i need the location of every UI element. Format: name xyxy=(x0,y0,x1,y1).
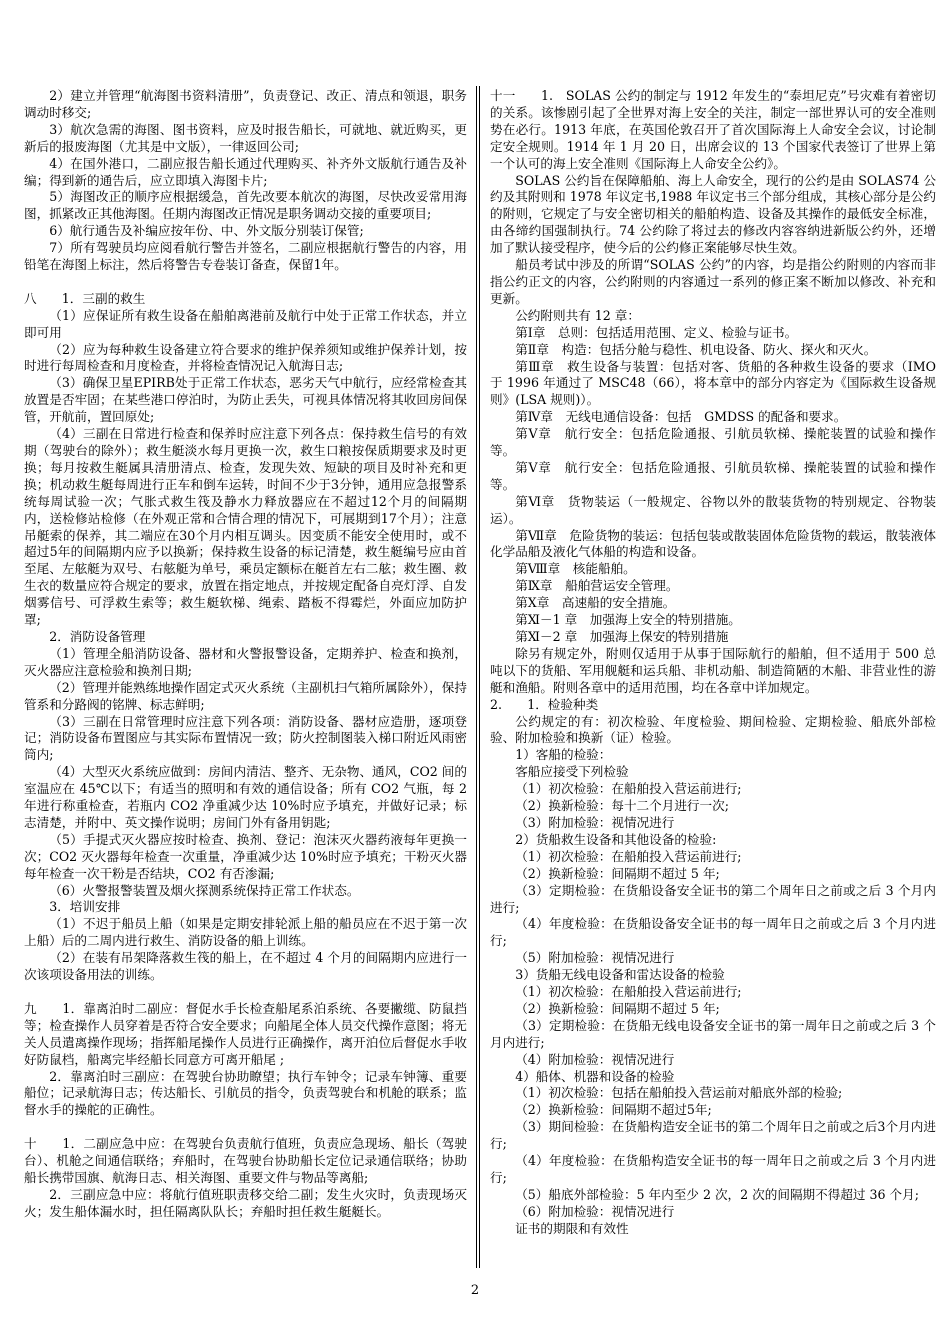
paragraph: 6）航行通告及补编应按年份、中、外文版分别装订保管; xyxy=(49,223,364,239)
paragraph: 第Ⅰ章 总则：包括适用范围、定义、检验与证书。 xyxy=(515,324,798,340)
paragraph: （6）附加检验：视情况进行 xyxy=(515,1203,675,1219)
paragraph: 十一 1. SOLAS 公约的制定与 1912 年发生的“泰坦尼克”号灾难有着密切的关系。该惨剧引起了全世界对海上安全的关注，制定一部世界认可的安全准则势在必行。1913 年底，在英国伦敦召开了首次国际海上人命安全会议，讨论制定安全规则。1914 年 1 月 20 日，出席会议的 13 个国家代表签订了世界上第一个认可的海上安全准则《国际海上人命安全公约》。 xyxy=(490,88,936,171)
paragraph: 九 1．靠离泊时二副应：督促水手长检查船尾系泊系统、各要撇缆、防鼠挡等；检查操作人员穿着是否符合安全要求；向船尾全体人员交代操作意图；将无关人员遣离操作现场；指挥船尾操作人员进行正确操作，离开泊位后督促水手收好防鼠档，船离完毕经船长同意方可离开船尾 ; xyxy=(24,1000,467,1067)
paragraph: （5）船底外部检验：5 年内至少 2 次，2 次的间隔期不得超过 36 个月; xyxy=(515,1186,919,1202)
paragraph: 公约规定的有：初次检验、年度检验、期间检验、定期检验、船底外部检验、附加检验和换新（证）检验。 xyxy=(490,713,936,746)
paragraph: 第Ⅲ章 救生设备与装置：包括对客、货船的各种救生设备的要求（IMO 于 1996 年通过了 MSC48（66），将本章中的部分内容定为《国际救生设备规则》(LSA 规则)）。 xyxy=(490,358,936,408)
paragraph: 2．靠离泊时三副应：在驾驶台协助瞭望；执行车钟令；记录车钟簿、重要船位；记录航海日志；传达船长、引航员的指令，负责驾驶台和机舱的联系；监督水手的操舵的正确性。 xyxy=(24,1068,467,1118)
paragraph: （3）三副在日常管理时应注意下列各项：消防设备、器材应造册，逐项登记；消防设备布置图应与其实际布置情况一致；防火控制图装入梯口附近风雨密筒内; xyxy=(24,713,467,763)
paragraph: 1）客船的检验： xyxy=(515,747,612,763)
paragraph: （2）换新检验：间隔期不超过 5 年; xyxy=(515,865,720,881)
paragraph: 第Ⅳ章 无线电通信设备：包括 GMDSS 的配备和要求。 xyxy=(515,409,847,425)
paragraph: （3）定期检验：在货船设备安全证书的第二个周年日之前或之后 3 个月内进行; xyxy=(490,882,936,915)
paragraph: 公约附则共有 12 章： xyxy=(515,307,640,323)
paragraph: 7）所有驾驶员均应阅看航行警告并签名，二副应根据航行警告的内容，用铅笔在海图上标注，然后将警告专卷装订备查，保留1年。 xyxy=(24,240,467,273)
paragraph: （2）在装有吊架降落救生筏的船上，在不超过 4 个月的间隔期内应进行一次该项设备用法的训练。 xyxy=(24,950,467,983)
paragraph: SOLAS 公约旨在保障船舶、海上人命安全，现行的公约是由 SOLAS74 公约及其附则和 1978 年议定书,1988 年议定书三个部分组成，其核心部分是公约的附则，它规定了与安全密切相关的船舶构造、设备及其操作的最低安全标准，由各缔约国强制执行。74 公约除了将过去的修改内容容纳进新版公约外，还增加了默认接受程序，使今后的公约修正案能够尽快生效。 xyxy=(490,172,936,256)
right-column xyxy=(490,88,936,1238)
paragraph: 第Ⅷ章 核能船舶。 xyxy=(515,561,636,577)
paragraph: 第Ⅹ章 高速船的安全措施。 xyxy=(515,595,676,611)
paragraph: （4）附加检验：视情况进行 xyxy=(515,1051,675,1067)
paragraph: 第Ⅵ章 货物装运（一般规定、谷物以外的散装货物的特别规定、谷物装运）。 xyxy=(490,493,936,526)
paragraph: 客船应接受下列检验 xyxy=(515,764,629,780)
paragraph: 2. 1．检验种类 xyxy=(490,696,599,712)
paragraph: （1）不迟于船员上船（如果是定期安排轮派上船的船员应在不迟于第一次上船）后的二周内进行救生、消防设备的船上训练。 xyxy=(24,916,467,949)
paragraph: （1）管理全船消防设备、器材和火警报警设备，定期养护、检查和换剂，灭火器应注意检验和换剂日期; xyxy=(24,645,467,678)
paragraph: 证书的期限和有效性 xyxy=(515,1220,629,1236)
paragraph: （2）管理并能熟练地操作固定式灭火系统（主副机扫气箱所属除外），保持管系和分路阀的铭牌、标志鲜明; xyxy=(24,679,467,712)
paragraph: 第Ⅸ章 船舶营运安全管理。 xyxy=(515,578,679,594)
paragraph: 2）建立并管理“航海图书资料清册”，负责登记、改正、清点和领退，职务调动时移交; xyxy=(24,88,467,120)
paragraph: （1）初次检验：在船舶投入营运前进行; xyxy=(515,848,742,864)
paragraph: （3）期间检验：在货船构造安全证书的第二个周年日之前或之后3个月内进行; xyxy=(490,1119,936,1152)
column-divider-line xyxy=(476,86,477,1268)
paragraph: 第Ⅱ章 构造：包括分舱与稳性、机电设备、防火、探火和灭火。 xyxy=(515,341,877,357)
paragraph: （1）初次检验：在船舶投入营运前进行; xyxy=(515,781,742,797)
paragraph: （3）确保卫星EPIRB处于正常工作状态，恶劣天气中航行，应经常检查其放置是否牢固；在某些港口停泊时，为防止丢失，可视具体情况将其收回房间保管，开航前，置回原处; xyxy=(24,375,467,425)
paragraph: （2）换新检验：间隔期不超过 5 年; xyxy=(515,1000,720,1016)
paragraph: 3．培训安排 xyxy=(49,899,121,915)
paragraph: （3）定期检验：在货船无线电设备安全证书的第一周年日之前或之后 3 个月内进行; xyxy=(490,1017,936,1050)
paragraph: （6）火警报警装置及烟火探测系统保持正常工作状态。 xyxy=(49,882,360,898)
paragraph: 第Ⅶ章 危险货物的装运：包括包装或散装固体危险货物的载运，散装液体化学品船及液化气体船的构造和设备。 xyxy=(490,527,936,560)
paragraph: 4）在国外港口，二副应报告船长通过代理购买、补齐外文版航行通告及补编；得到新的通告后，应立即填入海图卡片; xyxy=(24,155,467,188)
paragraph: （4）大型灭火系统应做到：房间内清洁、整齐、无杂物、通风，CO2 间的室温应在 45℃以下；有适当的照明和有效的通信设备；所有 CO2 气瓶，每 2 年进行称重检查，若瓶内 CO2 净重减少达 10%时应予填充，并做好记录；标志清楚，并附中、英文操作说明；房间门外有备用钥匙; xyxy=(24,764,467,830)
paragraph: （4）三副在日常进行检查和保养时应注意下列各点：保持救生信号的有效期（驾驶台的除外）；救生艇淡水每月更换一次，救生口粮按保质期要求及时更换；每月按救生艇属具清册清点、检查，发现失效、短缺的项目及时补充和更换；机动救生艇每周进行正车和倒车运转，时间不少于3分钟，通用应急报警系统每周试验一次；气胀式救生筏及静水力释放器应在不超过12个月的间隔期内，送检修站检修（在外观正常和合情合理的情况下，可展期到17个月）；注意吊艇索的保养，其二端应在30个月内相互调头。因变质不能安全使用时，或不超过5年的间隔期内应予以换新；保持救生设备的标记清楚，救生艇编号应由首至尾、左舷艇为双号、右舷艇为单号，乘员定额标在艇首左右二舷；救生圈、救生衣的数量应符合规定的要求，放置在指定地点，并按规定配备自亮灯浮、自发烟雾信号、可浮救生索等；救生艇软梯、绳索、踏板不得霉烂，外面应加防护罩; xyxy=(24,426,467,628)
paragraph: 2．三副应急中应：将航行值班职责移交给二副；发生火灾时，负责现场灭火；发生船体漏水时，担任隔离队队长；弃船时担任救生艇艇长。 xyxy=(24,1186,467,1219)
paragraph: （5）手提式灭火器应按时检查、换剂、登记：泡沫灭火器药液每年更换一次；CO2 灭火器每年检查一次重量，净重减少达 10%时应予填充；干粉灭火器每年检查一次干粉是否结块，CO2 有否渗漏; xyxy=(24,831,467,881)
paragraph: 3）航次急需的海图、图书资料，应及时报告船长，可就地、就近购买，更新后的报废海图（尤其是中文版），一律返回公司; xyxy=(24,121,467,154)
paragraph: （2）换新检验：间隔期不超过5年; xyxy=(515,1102,712,1118)
paragraph: 2）货船救生设备和其他设备的检验: xyxy=(515,831,717,847)
paragraph: （4）年度检验：在货船设备安全证书的每一周年日之前或之后 3 个月内进行; xyxy=(490,916,936,949)
paragraph: 第Ⅴ章 航行安全：包括危险通报、引航员软梯、操舵装置的试验和操作等。 xyxy=(490,459,936,492)
paragraph: （2）应为每种救生设备建立符合要求的维护保养须知或维护保养计划，按时进行每周检查和月度检查，并将检查情况记入航海日志; xyxy=(24,341,467,374)
paragraph: （5）附加检验：视情况进行 xyxy=(515,950,675,966)
paragraph: 第Ⅺ－1 章 加强海上安全的特别措施。 xyxy=(515,612,741,628)
paragraph: （1）初次检验：在船舶投入营运前进行; xyxy=(515,984,742,1000)
left-column xyxy=(24,88,467,1221)
page-number: 2 xyxy=(470,1283,480,1298)
paragraph: 2．消防设备管理 xyxy=(49,628,146,644)
paragraph: （3）附加检验：视情况进行 xyxy=(515,814,675,830)
paragraph: 十 1．二副应急中应：在驾驶台负责航行值班，负责应急现场、船长（驾驶台）、机舱之间通信联络；弃船时，在驾驶台协助船长定位记录通信联络；协助船长携带国旗、航海日志、相关海图、重要文件与物品等离船; xyxy=(24,1136,467,1185)
paragraph: 第Ⅴ章 航行安全：包括危险通报、引航员软梯、操舵装置的试验和操作等。 xyxy=(490,426,936,459)
paragraph: 4）船体、机器和设备的检验 xyxy=(515,1068,675,1084)
paragraph: 3）货船无线电设备和雷达设备的检验 xyxy=(515,967,725,983)
paragraph: （1）初次检验：包括在船舶投入营运前对船底外部的检验; xyxy=(515,1085,843,1101)
paragraph: 船员考试中涉及的所谓“SOLAS 公约”的内容，均是指公约附则的内容而非指公约正文的内容，公约附则的内容通过一系列的修正案不断加以修改、补充和更新。 xyxy=(490,257,936,306)
paragraph: （2）换新检验：每十二个月进行一次; xyxy=(515,798,729,814)
paragraph: 5）海图改正的顺序应根据缓急，首先改要本航次的海图，尽快改妥常用海图，抓紧改正其他海图。任期内海图改正情况是职务调动交接的重要项目; xyxy=(24,189,467,222)
column-divider-line xyxy=(479,86,480,1268)
paragraph: 八 1．三副的救生 xyxy=(24,290,146,306)
paragraph: 第Ⅺ－2 章 加强海上保安的特别措施 xyxy=(515,629,729,644)
paragraph: （4）年度检验：在货船构造安全证书的每一周年日之前或之后 3 个月内进行; xyxy=(490,1153,936,1185)
paragraph: 除另有规定外，附则仅适用于从事于国际航行的船舶，但不适用于 500 总吨以下的货船、军用舰艇和运兵船、非机动船、制造简陋的木船、非营业性的游艇和渔船。附则各章中的适用范围，均在各章中详加规定。 xyxy=(490,645,936,695)
paragraph: （1）应保证所有救生设备在船舶离港前及航行中处于正常工作状态，并立即可用 xyxy=(24,307,467,340)
